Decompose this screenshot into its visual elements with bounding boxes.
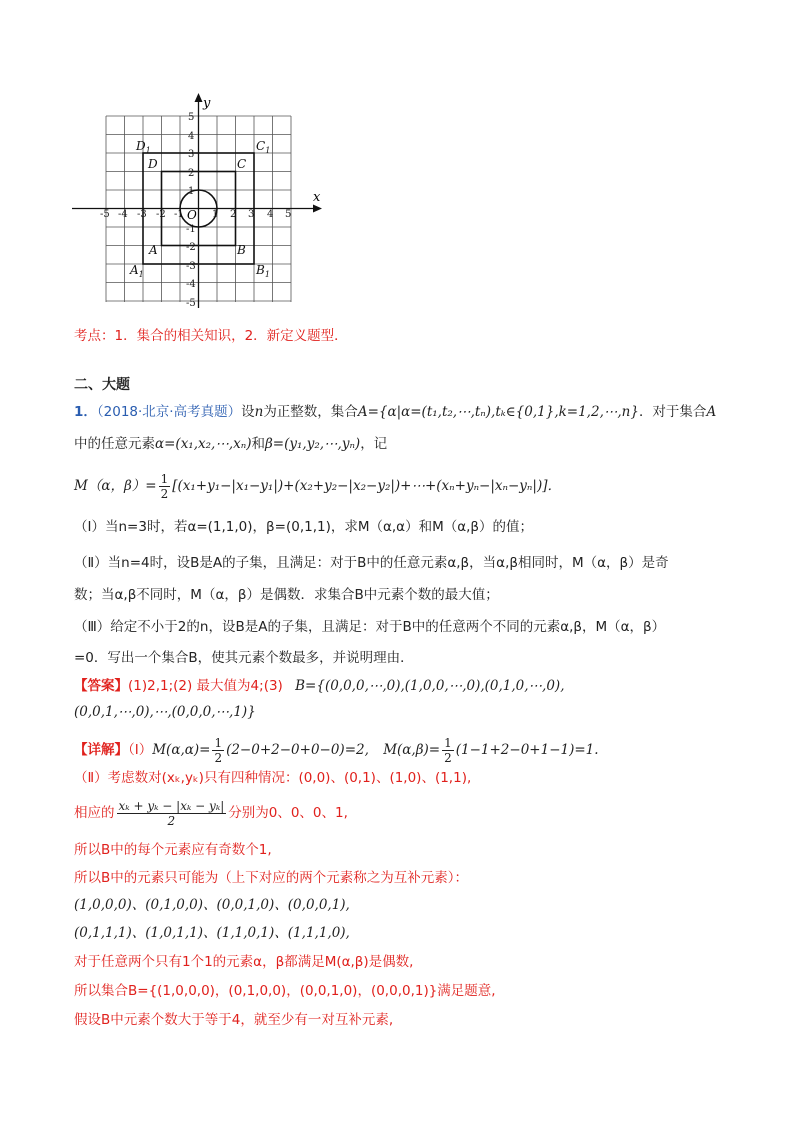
fraction-numerator: 1 (444, 736, 452, 750)
x-tick: 1 (212, 209, 219, 220)
half-fraction (442, 736, 454, 765)
label-D: D (148, 157, 158, 171)
y-tick: -5 (186, 298, 196, 309)
label-B: B (237, 243, 246, 257)
var-A: A (357, 404, 368, 420)
x-tick: -3 (137, 209, 147, 220)
origin-label: O (187, 208, 197, 222)
answer-line-1 (74, 676, 565, 696)
problem-number: 1． (74, 404, 97, 420)
detail-line-6: (1,0,0,0)、(0,1,0,0)、(0,0,1,0)、(0,0,0,1), (74, 897, 350, 913)
detail-text: 分别为0、0、0、1, (228, 805, 348, 821)
problem-text: 设 (241, 404, 255, 420)
M-left: M（α，β）= (74, 478, 157, 494)
detail-math: (1−1+2−0+1−1)=1. (455, 742, 599, 758)
y-tick: 3 (188, 149, 195, 160)
beta-definition: β=(y₁,y₂,⋯,yₙ) (264, 436, 361, 452)
M-expression: [(x₁+y₁−|x₁−y₁|)+(x₂+y₂−|x₂−y₂|)+⋯+(xₙ+yₙ−|xₙ−yₙ|)]． (172, 478, 561, 494)
label-D1: $D_1$ (136, 139, 151, 155)
detail-math: M(α,α)= (152, 742, 211, 758)
y-tick: -4 (186, 279, 196, 290)
y-tick: -1 (186, 224, 196, 235)
x-axis-arrow (313, 205, 322, 213)
detail-line-3 (74, 795, 348, 831)
fraction-numerator: xₖ + yₖ − |xₖ − yₖ| (118, 799, 225, 813)
label-A: A (149, 243, 158, 257)
detail-line-4: 所以B中的每个元素应有奇数个1, (74, 842, 272, 858)
problem-part-3b: =0．写出一个集合B，使其元素个数最多，并说明理由． (74, 650, 414, 666)
problem-part-3a: （Ⅲ）给定不小于2的n，设B是A的子集，且满足：对于B中的任意两个不同的元素α,β，M（α，β） (74, 619, 666, 635)
fraction-numerator: 1 (160, 472, 169, 486)
alpha-definition: α=(x₁,x₂,⋯,xₙ) (155, 436, 252, 452)
y-tick: 2 (188, 168, 195, 179)
detail-line-9: 所以集合B={(1,0,0,0)，(0,1,0,0)，(0,0,1,0)，(0,0,0,1)}满足题意, (74, 983, 496, 999)
fraction-denominator: 2 (444, 751, 452, 765)
x-tick: 3 (248, 209, 255, 220)
fraction-denominator: 2 (167, 814, 176, 828)
problem-line-2 (74, 434, 387, 454)
detail-math: (2−0+2−0+0−0)=2, (226, 742, 369, 758)
problem-part-2a: （Ⅱ）当n=4时，设B是A的子集，且满足：对于B中的任意元素α,β，当α,β相同时，M（α，β）是奇 (74, 555, 669, 571)
y-tick: 1 (188, 186, 195, 197)
detail-line-2: （Ⅱ）考虑数对(xₖ,yₖ)只有四种情况：(0,0)、(0,1)、(1,0)、(1,1), (74, 770, 472, 786)
problem-line-1 (74, 402, 716, 422)
detail-line-1 (74, 733, 599, 767)
section-title: 二、大题 (74, 377, 130, 393)
answer-set-part-2: (0,0,1,⋯,0),⋯,(0,0,0,⋯,1)} (74, 704, 256, 720)
x-tick: -2 (156, 209, 166, 220)
var-A: A (706, 404, 717, 420)
x-tick: 5 (285, 209, 292, 220)
detail-line-5: 所以B中的元素只可能为（上下对应的两个元素称之为互补元素）： (74, 870, 469, 886)
coordinate-figure (70, 92, 330, 314)
y-axis-arrow (195, 93, 203, 102)
x-tick: -5 (100, 209, 110, 220)
problem-text: ．对于集合 (638, 404, 707, 420)
problem-source: （2018·北京·高考真题） (96, 404, 242, 420)
label-A1: $A_1$ (130, 263, 144, 279)
answer-label: 【答案】 (74, 678, 128, 694)
fraction-denominator: 2 (160, 487, 169, 501)
problem-text: 中的任意元素 (74, 436, 155, 452)
fraction-numerator: 1 (214, 736, 223, 750)
answer-set-part-1: B={(0,0,0,⋯,0),(1,0,0,⋯,0),(0,1,0,⋯,0), (295, 678, 565, 694)
axes (72, 98, 316, 308)
y-axis-label: y (203, 96, 211, 111)
detail-line-8: 对于任意两个只有1个1的元素α，β都满足M(α,β)是偶数, (74, 954, 414, 970)
x-tick: 2 (230, 209, 237, 220)
set-definition: ={α|α=(t₁,t₂,⋯,tₙ),tₖ∈{0,1},k=1,2,⋯,n} (367, 404, 639, 420)
x-tick: -4 (118, 209, 128, 220)
detail-line-10: 假设B中元素个数大于等于4，就至少有一对互补元素, (74, 1012, 394, 1028)
half-fraction (159, 472, 171, 501)
fraction-denominator: 2 (214, 751, 223, 765)
y-tick: 4 (188, 131, 195, 142)
detail-fraction (117, 799, 227, 828)
detail-text: 相应的 (74, 805, 115, 821)
problem-text: 为正整数，集合 (263, 404, 358, 420)
x-tick: 4 (267, 209, 274, 220)
x-axis-label: x (313, 190, 321, 205)
problem-line-M (74, 468, 561, 504)
detail-text: （Ⅰ） (128, 742, 153, 758)
answer-text: (1)2,1;(2) 最大值为4;(3) (128, 678, 283, 694)
problem-text: 和 (251, 436, 265, 452)
y-tick: 5 (188, 112, 195, 123)
detail-math: M(α,β)= (383, 742, 441, 758)
problem-part-2b: 数；当α,β不同时，M（α，β）是偶数．求集合B中元素个数的最大值； (74, 587, 499, 603)
y-tick: -2 (186, 242, 196, 253)
var-n: n (254, 404, 264, 420)
problem-part-1: （Ⅰ）当n=3时，若α=(1,1,0)，β=(0,1,1)，求M（α,α）和M（α,β）的值； (74, 519, 534, 535)
label-C1: $C_1$ (256, 139, 271, 155)
detail-line-7: (0,1,1,1)、(1,0,1,1)、(1,1,0,1)、(1,1,1,0), (74, 925, 350, 941)
label-B1: $B_1$ (256, 263, 270, 279)
problem-text: ，记 (360, 436, 388, 452)
x-tick: -1 (174, 209, 184, 220)
detail-label: 【详解】 (74, 742, 128, 758)
label-C: C (237, 157, 247, 171)
y-tick: -3 (186, 261, 196, 272)
half-fraction (212, 736, 224, 765)
kaodian: 考点：1．集合的相关知识，2．新定义题型． (74, 328, 348, 344)
